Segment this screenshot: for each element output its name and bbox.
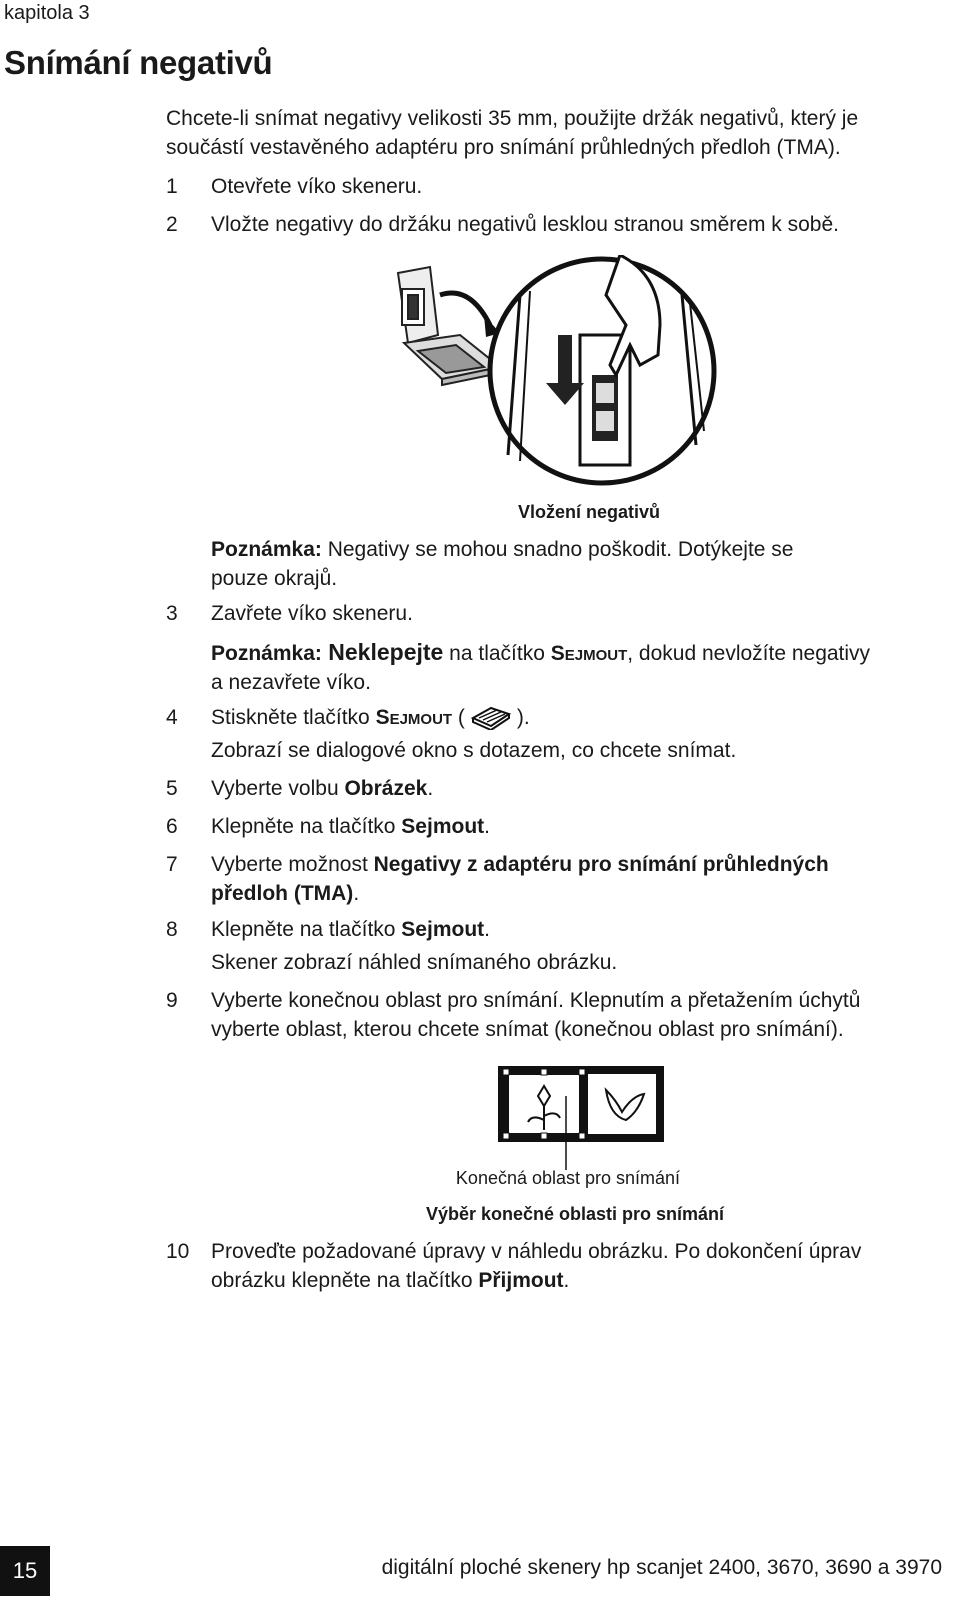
step-4-open: ( — [452, 706, 465, 729]
note-2 — [211, 638, 931, 697]
step-3-text: Zavřete víko skeneru. — [211, 602, 413, 625]
step-4-close: ). — [516, 706, 530, 729]
note-1 — [211, 535, 911, 593]
step-6-post: . — [484, 815, 490, 838]
note-2-label: Poznámka: — [211, 642, 322, 665]
step-6-number: 6 — [166, 815, 178, 838]
step-6-pre: Klepněte na tlačítko — [211, 815, 402, 838]
step-7-post: . — [353, 882, 360, 905]
step-4-number: 4 — [166, 706, 178, 729]
step-9-line1: Vyberte konečnou oblast pro snímání. Klepnutím a přetažením úchytů — [211, 989, 861, 1012]
note-2-mid: na tlačítko — [443, 642, 551, 665]
figure-final-scan-area — [498, 1066, 664, 1170]
step-7-text — [211, 850, 931, 908]
scanner-small-icon — [398, 267, 500, 385]
step-8-text — [211, 915, 931, 977]
step-2-number: 2 — [166, 213, 178, 236]
figure-2-callout: Konečná oblast pro snímání — [455, 1168, 681, 1188]
step-10-post: . — [563, 1269, 570, 1292]
step-9-text — [211, 986, 931, 1044]
step-9-number: 9 — [166, 989, 178, 1012]
step-5-pre: Vyberte volbu — [211, 777, 345, 800]
step-5-option: Obrázek — [344, 777, 428, 800]
step-8-pre: Klepněte na tlačítko — [211, 918, 402, 941]
scanner-icon — [469, 704, 513, 730]
figure-1-caption: Vložení negativů — [517, 502, 661, 522]
step-10-number: 10 — [166, 1240, 190, 1263]
page-title: Snímání negativů — [4, 44, 273, 81]
step-8-number: 8 — [166, 918, 178, 941]
chapter-label: kapitola 3 — [4, 2, 90, 24]
scanner-illustration — [390, 255, 730, 495]
negative-strip-illustration — [498, 1066, 664, 1170]
note-2-line2: a nezavřete víko. — [211, 671, 371, 694]
note-1-label: Poznámka: — [211, 538, 322, 561]
step-8-post: . — [484, 918, 490, 941]
note-1-line2: pouze okrajů. — [211, 567, 338, 590]
step-7-option-line1: Negativy z adaptéru pro snímání průhledných — [373, 853, 829, 876]
note-2-button-name: Sejmout — [550, 642, 628, 665]
step-6-button-name: Sejmout — [401, 815, 485, 838]
step-10-pre2: obrázku klepněte na tlačítko — [211, 1269, 479, 1292]
step-7-pre: Vyberte možnost — [211, 853, 374, 876]
step-8-sub: Skener zobrazí náhled snímaného obrázku. — [211, 951, 618, 974]
step-5-text — [211, 774, 433, 803]
step-4-pre: Stiskněte tlačítko — [211, 706, 376, 729]
figure-2-caption: Výběr konečné oblasti pro snímání — [425, 1204, 725, 1224]
figure-inserting-negatives — [390, 255, 730, 495]
step-5-number: 5 — [166, 777, 178, 800]
step-8-button-name: Sejmout — [401, 918, 485, 941]
step-9-line2: vyberte oblast, kterou chcete snímat (konečnou oblast pro snímání). — [211, 1018, 844, 1041]
step-7-number: 7 — [166, 853, 178, 876]
intro-paragraph: Chcete-li snímat negativy velikosti 35 mm, použijte držák negativů, který je součástí vestavěného adaptéru pro snímání průhledných předloh (TMA). — [166, 107, 859, 159]
step-10-line1: Proveďte požadované úpravy v náhledu obrázku. Po dokončení úprav — [211, 1240, 862, 1263]
step-4-button-name: Sejmout — [375, 706, 453, 729]
step-4-text — [211, 703, 931, 765]
note-2-post: , dokud nevložíte negativy — [627, 642, 871, 665]
step-1-number: 1 — [166, 175, 178, 198]
step-7-option-line2: předloh (TMA) — [211, 882, 354, 905]
step-1-text: Otevřete víko skeneru. — [211, 175, 423, 198]
step-5-post: . — [427, 777, 434, 800]
arrow-curve — [440, 293, 490, 325]
step-10-button-name: Přijmout — [478, 1269, 564, 1292]
note-1-line1: Negativy se mohou snadno poškodit. Dotýkejte se — [321, 538, 794, 561]
footer-text: digitální ploché skenery hp scanjet 2400, 3670, 3690 a 3970 — [381, 1556, 942, 1579]
step-10-text — [211, 1237, 931, 1295]
step-4-sub: Zobrazí se dialogové okno s dotazem, co chcete snímat. — [211, 739, 737, 762]
page-number: 15 — [0, 1546, 50, 1596]
step-3-number: 3 — [166, 602, 178, 625]
note-2-warning: Neklepejte — [321, 639, 444, 665]
step-2-text: Vložte negativy do držáku negativů lesklou stranou směrem k sobě. — [211, 213, 840, 236]
step-6-text — [211, 812, 490, 841]
